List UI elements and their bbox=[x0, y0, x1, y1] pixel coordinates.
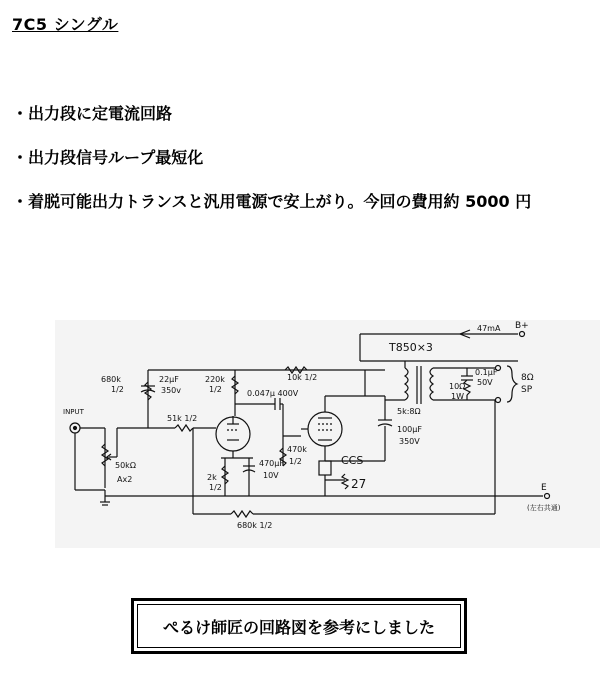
svg-text:10Ω: 10Ω bbox=[449, 382, 466, 391]
svg-text:SP: SP bbox=[521, 385, 533, 395]
svg-text:680k: 680k bbox=[101, 375, 121, 384]
svg-text:2k: 2k bbox=[207, 473, 217, 482]
svg-text:1/2: 1/2 bbox=[289, 457, 302, 466]
ground-note: (左右共通) bbox=[527, 504, 561, 512]
svg-text:1/2: 1/2 bbox=[209, 483, 222, 492]
svg-text:50V: 50V bbox=[477, 378, 493, 387]
svg-text:50kΩ: 50kΩ bbox=[115, 461, 136, 470]
svg-text:CCS: CCS bbox=[341, 454, 364, 467]
svg-text:100μF: 100μF bbox=[397, 425, 422, 434]
svg-text:350v: 350v bbox=[161, 386, 182, 395]
svg-text:1/2: 1/2 bbox=[111, 385, 124, 394]
svg-text:51k 1/2: 51k 1/2 bbox=[167, 414, 198, 423]
svg-text:10V: 10V bbox=[263, 471, 279, 480]
bplus-label: B+ bbox=[515, 321, 529, 331]
svg-text:1W: 1W bbox=[451, 392, 464, 401]
svg-text:Ax2: Ax2 bbox=[117, 475, 133, 484]
svg-text:22μF: 22μF bbox=[159, 375, 179, 384]
input-label: INPUT bbox=[63, 408, 84, 416]
feature-item: ・出力段に定電流回路 bbox=[12, 104, 173, 123]
svg-text:470k: 470k bbox=[287, 445, 307, 454]
svg-text:350V: 350V bbox=[399, 437, 420, 446]
svg-text:0.047μ 400V: 0.047μ 400V bbox=[247, 389, 299, 398]
note-box bbox=[131, 598, 467, 654]
svg-text:27: 27 bbox=[351, 477, 367, 491]
feature-item: ・出力段信号ループ最短化 bbox=[12, 148, 204, 167]
svg-text:220k: 220k bbox=[205, 375, 225, 384]
ground-label: E bbox=[541, 483, 547, 493]
svg-text:1/2: 1/2 bbox=[209, 385, 222, 394]
svg-text:680k 1/2: 680k 1/2 bbox=[237, 521, 273, 530]
svg-text:8Ω: 8Ω bbox=[521, 373, 534, 383]
note-text: ぺるけ師匠の回路図を参考にしました bbox=[137, 604, 461, 648]
page-title: 7C5 シングル bbox=[12, 15, 119, 34]
feature-list bbox=[12, 104, 531, 236]
circuit-schematic bbox=[55, 316, 600, 552]
svg-text:470μF: 470μF bbox=[259, 459, 284, 468]
svg-text:5k:8Ω: 5k:8Ω bbox=[397, 407, 421, 416]
transformer-label: T850×3 bbox=[389, 341, 433, 354]
svg-text:0.1μF: 0.1μF bbox=[475, 368, 498, 377]
current-label: 47mA bbox=[477, 324, 501, 333]
r10k-label: 10k 1/2 bbox=[287, 373, 318, 382]
feature-item: ・着脱可能出力トランスと汎用電源で安上がり。今回の費用約 5000 円 bbox=[12, 192, 532, 211]
